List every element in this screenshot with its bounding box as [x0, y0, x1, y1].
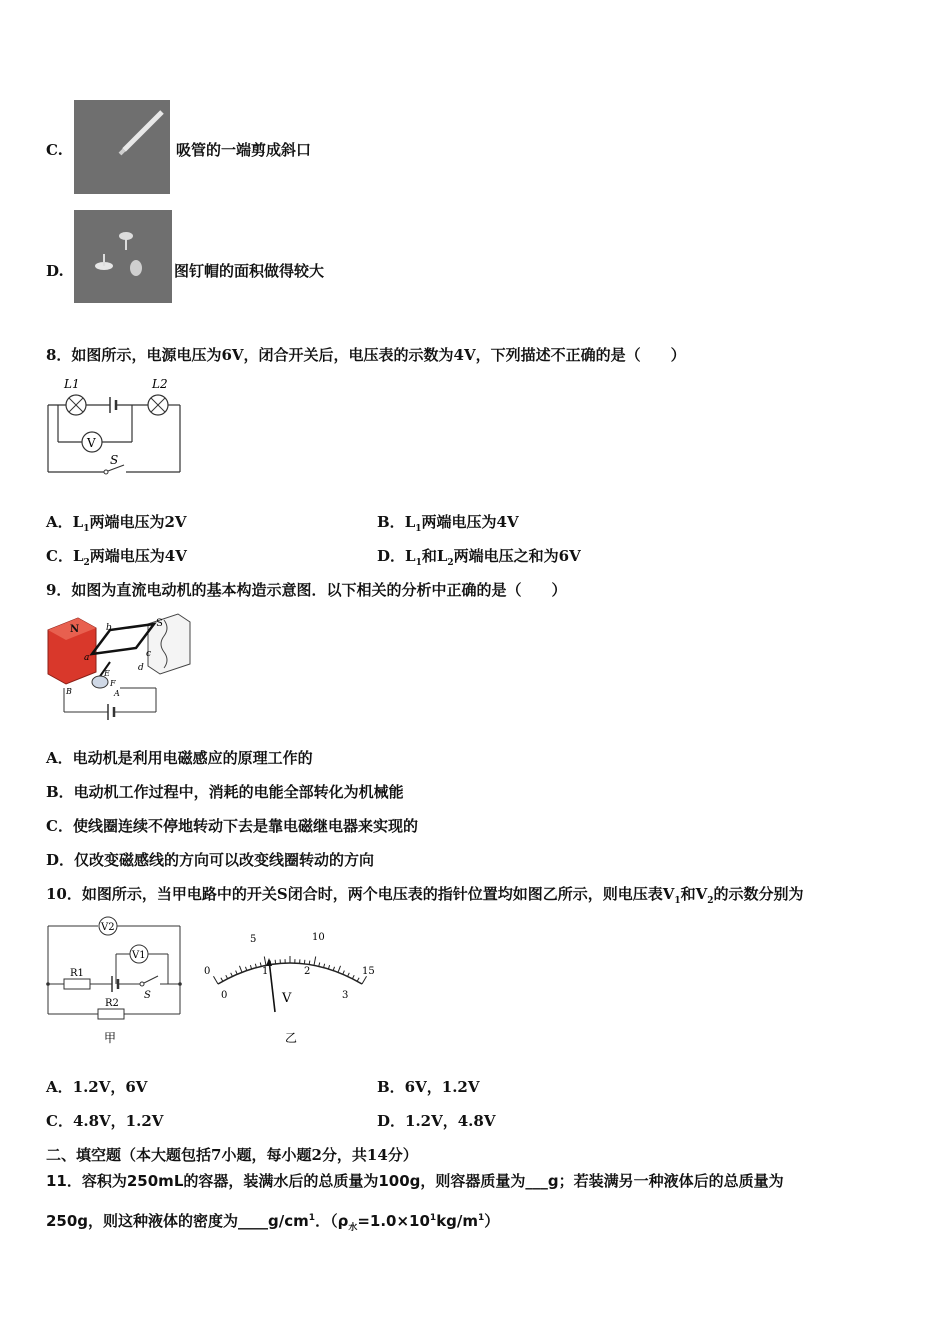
q7-option-d-text: 图钉帽的面积做得较大: [174, 262, 325, 280]
q9-label-d: d: [138, 663, 144, 673]
q8-circuit-diagram: [40, 372, 190, 482]
q10-option-c: C．4.8V，1.2V: [46, 1112, 164, 1130]
q7-option-d-letter: D.: [46, 262, 64, 280]
dial-bottom-3: 3: [342, 990, 349, 1001]
dial-tick: [348, 973, 350, 977]
q10-caption-yi: 乙: [285, 1031, 298, 1045]
q9-motor-diagram: [44, 610, 194, 725]
dial-tick: [231, 973, 233, 977]
dial-bottom-1: 1: [262, 966, 269, 977]
q9-label-s: S: [156, 618, 163, 629]
q9-label-n: N: [70, 624, 80, 635]
q9-option-a: A．电动机是利用电磁感应的原理工作的: [46, 749, 313, 767]
dial-tick: [309, 961, 310, 965]
dial-tick: [343, 971, 345, 975]
thumbtack-illustration: [74, 210, 172, 303]
q8-option-b: B．$L_1$两端电压为4V: [377, 513, 519, 534]
dial-tick: [357, 978, 359, 982]
q9-label-c: c: [146, 649, 152, 659]
dial-top-0: 0: [204, 966, 211, 977]
q10-option-b: B．6V，1.2V: [377, 1078, 480, 1096]
q10-label-r2: R2: [105, 998, 119, 1009]
dial-tick: [333, 967, 334, 971]
dial-tick: [239, 966, 242, 973]
dial-tick: [226, 975, 228, 979]
q8-label-l1: L1: [64, 377, 80, 391]
q8-option-c: C．$L_2$两端电压为4V: [46, 547, 187, 568]
q10-label-r1: R1: [70, 968, 84, 979]
q10-option-a: A．1.2V，6V: [46, 1078, 148, 1096]
dial-tick: [250, 965, 251, 969]
q9-label-f: F: [110, 679, 116, 688]
q8-label-v: V: [87, 436, 96, 450]
q8-label-l2: L2: [152, 377, 168, 391]
thumbtack-photo: [74, 210, 172, 303]
dial-tick: [338, 966, 341, 973]
dial-top-15: 15: [362, 966, 375, 977]
q7-option-c-letter: C.: [46, 141, 63, 159]
q8-option-d: D．$L_1$和$L_2$两端电压之和为6V: [377, 547, 581, 568]
straw-illustration: [74, 100, 170, 194]
q10-label-v1: V1: [132, 950, 146, 961]
q9-label-brush-b: B: [66, 687, 72, 696]
dial-tick: [245, 967, 246, 971]
dial-tick: [213, 976, 218, 984]
q9-label-e: E: [104, 669, 110, 678]
q10-option-d: D．1.2V，4.8V: [377, 1112, 496, 1130]
q7-option-c-text: 吸管的一端剪成斜口: [176, 141, 312, 159]
dial-tick: [328, 965, 329, 969]
dial-bottom-2: 2: [304, 966, 311, 977]
q11-line-2: 250g，则这种液体的密度为$\_\_\_\_g/cm^1$．$(\rho_水=1.0\times 10^1kg/m^1)$: [46, 1212, 500, 1233]
dial-top-5: 5: [250, 934, 257, 945]
q9-stem: 9．如图为直流电动机的基本构造示意图．以下相关的分析中正确的是（ ）: [46, 581, 567, 599]
resistor-r1-symbol: [64, 979, 90, 989]
dial-bottom-0: 0: [221, 990, 228, 1001]
coil: [92, 624, 154, 654]
dial-tick: [352, 975, 354, 979]
q10-caption-jia: 甲: [104, 1031, 117, 1045]
dial-tick: [221, 978, 223, 982]
dial-ticks: [213, 956, 366, 984]
dial-tick: [314, 956, 316, 965]
straw-photo: [74, 100, 170, 194]
dial-tick: [324, 964, 325, 968]
q10-label-v2: V2: [101, 922, 115, 933]
q9-label-a: a: [84, 653, 90, 663]
dial-tick: [264, 956, 266, 965]
q11-line-1: 11．容积为250mL的容器，装满水后的总质量为100g，则容器质量为___g；若装满另一种液体后的总质量为: [46, 1172, 784, 1190]
q10-switch: [144, 976, 158, 983]
q8-label-s: S: [110, 453, 119, 467]
q10-label-s: S: [144, 990, 151, 1001]
q10-stem: 10．如图所示，当甲电路中的开关S闭合时，两个电压表的指针位置均如图乙所示，则电压表$V_1$和$V_2$的示数分别为: [46, 885, 804, 906]
dial-tick: [236, 971, 238, 975]
section-2-heading: 二、填空题（本大题包括7小题，每小题2分，共14分）: [46, 1146, 418, 1164]
q9-option-b: B．电动机工作过程中，消耗的电能全部转化为机械能: [46, 783, 404, 801]
q8-option-a: A．$L_1$两端电压为2V: [46, 513, 187, 534]
q9-option-d: D．仅改变磁感线的方向可以改变线圈转动的方向: [46, 851, 375, 869]
q9-label-b: b: [106, 623, 112, 633]
resistor-r2-symbol: [98, 1009, 124, 1019]
q8-stem: 8．如图所示，电源电压为6V，闭合开关后，电压表的示数为4V，下列描述不正确的是（ ）: [46, 346, 686, 364]
dial-unit: V: [282, 991, 292, 1006]
q10-circuit-jia: [40, 914, 190, 1049]
dial-needle: [269, 960, 275, 1012]
dial-top-10: 10: [312, 932, 325, 943]
dial-tick: [362, 976, 367, 984]
q10-voltmeter-dial-yi: [196, 922, 380, 1048]
dial-tick: [255, 964, 256, 968]
q9-option-c: C．使线圈连续不停地转动下去是靠电磁继电器来实现的: [46, 817, 418, 835]
q9-label-brush-a: A: [114, 689, 120, 698]
